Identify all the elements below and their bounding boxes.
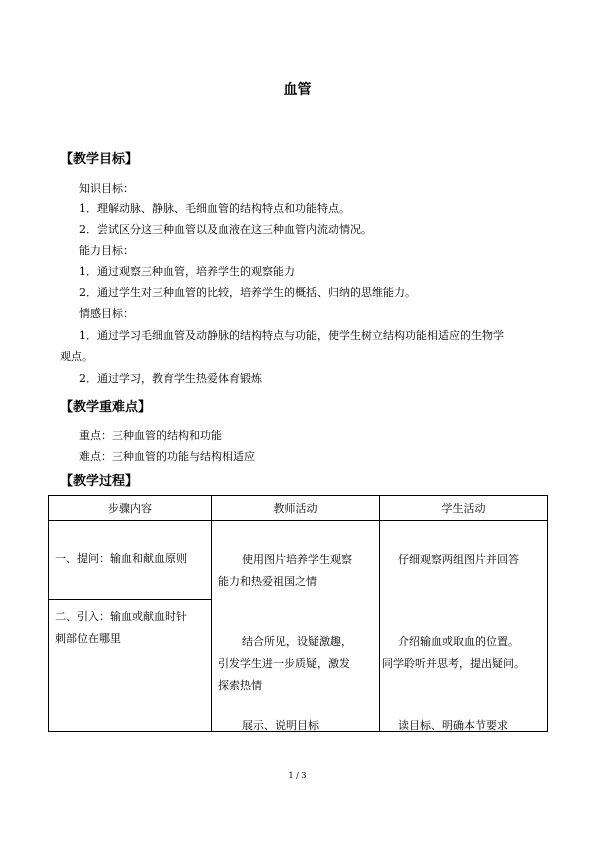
step-2-line2: 刺部位在哪里: [55, 632, 121, 645]
ability-goal-2: 2．通过学生对三种血管的比较，培养学生的概括、归纳的思维能力。: [79, 286, 416, 299]
page-title: 血管: [283, 82, 312, 98]
table-cell: [380, 521, 548, 732]
teacher-activity-1-line2: 能力和热爱祖国之情: [218, 575, 317, 588]
ability-goals-label: 能力目标：: [79, 244, 134, 257]
table-header-cell: 步骤内容: [49, 496, 212, 521]
key-point-focus: 重点：三种血管的结构和功能: [79, 429, 222, 442]
teacher-activity-2-line1: 结合所见，设疑激趣，: [242, 635, 352, 648]
knowledge-goal-1: 1．理解动脉、静脉、毛细血管的结构特点和功能特点。: [79, 202, 350, 215]
table-header-cell: 教师活动: [212, 496, 380, 521]
emotion-goal-1-line2: 观点。: [60, 350, 93, 363]
table-cell: [49, 600, 212, 732]
step-1-text: 一、提问：输血和献血原则: [55, 552, 187, 565]
teaching-process-table: [48, 495, 548, 732]
student-activity-2-line1: 介绍输血或取血的位置。: [398, 635, 519, 648]
knowledge-goals-label: 知识目标：: [79, 182, 134, 195]
student-activity-3: 读目标、明确本节要求: [398, 719, 508, 732]
table-row: [49, 521, 548, 600]
teacher-activity-1-line1: 使用图片培养学生观察: [242, 553, 352, 566]
step-2-line1: 二、引入：输血或献血时针: [55, 610, 187, 623]
table-header-row: [49, 496, 548, 521]
ability-goal-1: 1．通过观察三种血管，培养学生的观察能力: [79, 265, 295, 278]
emotion-goal-1-line1: 1．通过学习毛细血管及动静脉的结构特点与功能，使学生树立结构功能相适应的生物学: [79, 329, 504, 342]
student-activity-1: 仔细观察两组图片并回答: [398, 553, 519, 566]
teacher-activity-3: 展示、说明目标: [242, 719, 319, 732]
teacher-activity-2-line2: 引发学生进一步质疑，激发: [218, 657, 350, 670]
section-heading-key-points: 【教学重难点】: [60, 400, 152, 415]
emotion-goal-2: 2．通过学习，教育学生热爱体育锻炼: [79, 372, 262, 385]
teacher-activity-2-line3: 探索热情: [218, 679, 262, 692]
knowledge-goal-2: 2．尝试区分这三种血管以及血液在这三种血管内流动情况。: [79, 223, 372, 236]
page-number: 1 / 3: [288, 771, 307, 780]
table-header-cell: 学生活动: [380, 496, 548, 521]
table-cell: [49, 521, 212, 600]
student-activity-2-line2: 同学聆听并思考，提出疑问。: [382, 657, 525, 670]
section-heading-goals: 【教学目标】: [60, 152, 139, 167]
section-heading-process: 【教学过程】: [60, 474, 139, 489]
emotion-goals-label: 情感目标：: [79, 307, 134, 320]
table-cell: [212, 521, 380, 732]
key-point-difficulty: 难点：三种血管的功能与结构相适应: [79, 450, 255, 463]
